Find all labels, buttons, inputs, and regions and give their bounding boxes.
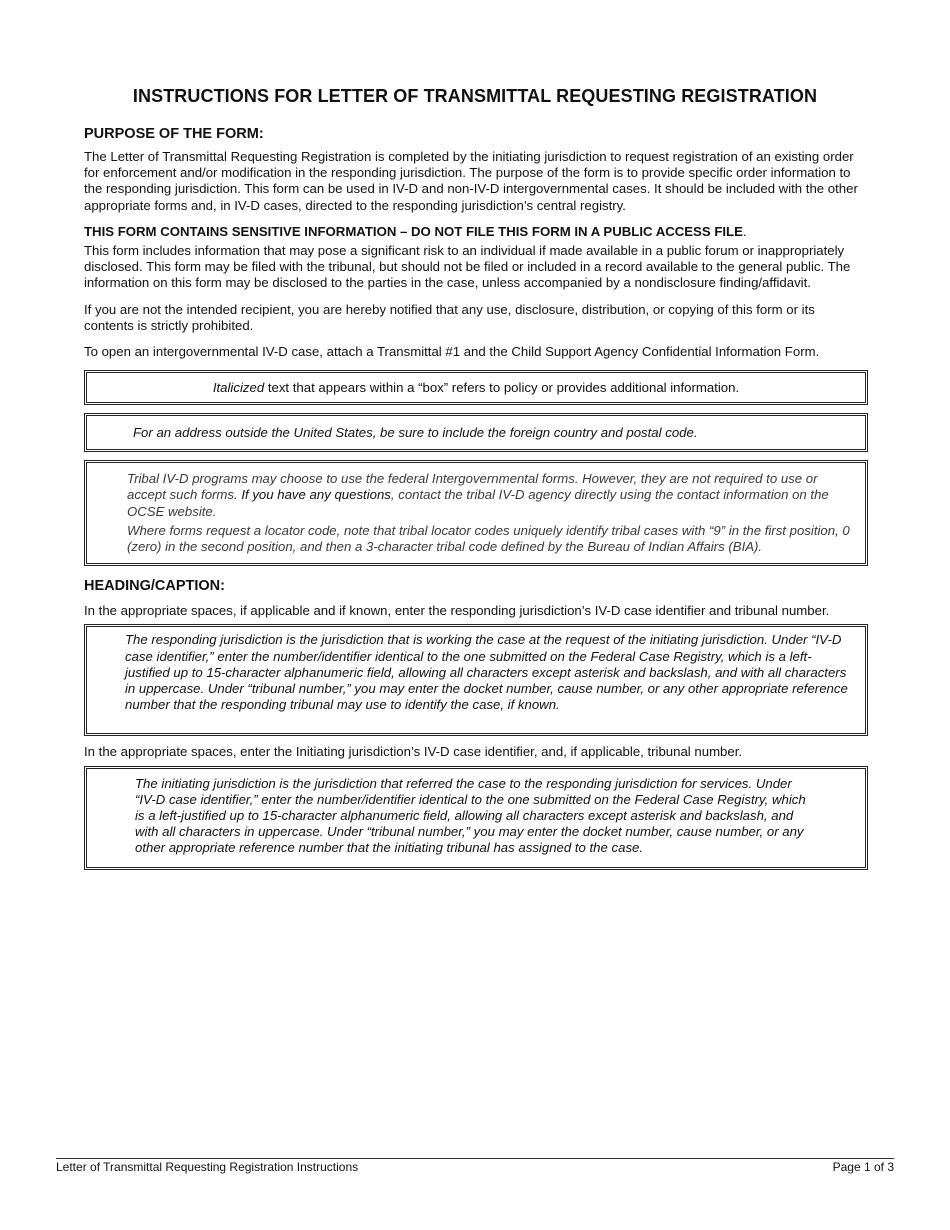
open-case-instruction: To open an intergovernmental IV-D case, attach a Transmittal #1 and the Child Support Agency Confidential Information Form. [84, 344, 820, 360]
heading-caption-heading: HEADING/CAPTION: [84, 578, 225, 595]
sensitive-warning-text: THIS FORM CONTAINS SENSITIVE INFORMATION – DO NOT FILE THIS FORM IN A PUBLIC ACCESS FILE [84, 223, 743, 239]
responding-instruction: In the appropriate spaces, if applicable and if known, enter the responding jurisdiction’s IV-D case identifier and tribunal number. [84, 603, 830, 619]
tribal-locator-text-c: and then a 3-character tribal code defined by the Bureau of Indian Affairs (BIA). [296, 539, 763, 555]
sensitive-warning [84, 224, 868, 240]
tribal-note-text-a: Tribal IV-D programs may choose to use the federal Intergovernmental forms. However, they are not required to use or accept such forms [127, 471, 818, 503]
tribal-note-text-b: . If you have any questions [234, 487, 391, 503]
italic-note-box [84, 370, 868, 405]
footer-page-number: Page 1 of 3 [832, 1160, 894, 1174]
initiating-jurisdiction-box [84, 766, 868, 870]
address-note-text: For an address outside the United States, be sure to include the foreign country and postal code. [133, 424, 698, 440]
sensitive-warning-period: . [742, 223, 747, 239]
initiating-box-text: The initiating jurisdiction is the jurisdiction that referred the case to the responding jurisdiction for services. Under “IV-D case identifier,” enter the number/identifier identical to the one submitted on the Federal Case Registry, which is a left-justified up to 15-character alphanumeric field, allowing all characters except asterisk and backslash, and with all characters in uppercase. Under “tribunal number,” you may enter the docket number, cause number, or any other appropriate reference number that the initiating tribunal has assigned to the case. [135, 775, 806, 856]
tribal-note-paragraph-2 [127, 523, 851, 555]
responding-box-text: The responding jurisdiction is the jurisdiction that is working the case at the request of the initiating jurisdiction. Under “IV-D case identifier,” enter the number/identifier identical to the one submitted on the Federal Case Registry, which is a left-justified up to 15-character alphanumeric field, allowing all characters except asterisk and backslash, and with all characters in uppercase. Under “tribunal number,” you may enter the docket number, cause number, or any other appropriate reference number that the responding tribunal may use to identify the case, if known. [125, 632, 848, 713]
sensitive-paragraph: This form includes information that may pose a significant risk to an individual if made available in a public forum or inappropriately disclosed. This form may be filed with the tribunal, but should not be filed or included in a record available to the general public. The information on this form may be disclosed to the parties in the case, unless accompanied by a nondisclosure finding/affidavit. [84, 243, 851, 291]
recipient-notice: If you are not the intended recipient, you are hereby notified that any use, disclosure, distribution, or copying of this form or its contents is strictly prohibited. [84, 301, 815, 333]
italic-note-text: text that appears within a “box” refers to policy or provides additional information. [264, 379, 740, 395]
purpose-paragraph: The Letter of Transmittal Requesting Registration is completed by the initiating jurisdiction to request registration of an existing order for enforcement and/or modification in the responding jurisdiction. The purpose of the form is to provide specific order information to the responding jurisdiction. This form can be used in IV-D and non-IV-D intergovernmental cases. It should be included with the other appropriate forms and, in IV-D cases, directed to the responding jurisdiction’s central registry. [84, 149, 858, 213]
initiating-instruction: In the appropriate spaces, enter the Initiating jurisdiction’s IV-D case identifier, and, if applicable, tribunal number. [84, 744, 743, 760]
tribal-note-box [84, 460, 868, 566]
tribal-note-paragraph-1 [127, 471, 851, 520]
responding-jurisdiction-box [84, 624, 868, 736]
page-footer [56, 1158, 894, 1174]
tribal-note-text-c: , contact the tribal IV-D agency directly using the contact information on the OCSE website. [127, 487, 829, 519]
purpose-heading: PURPOSE OF THE FORM: [84, 126, 264, 142]
footer-document-name: Letter of Transmittal Requesting Registration Instructions [56, 1160, 359, 1174]
page-title: INSTRUCTIONS FOR LETTER OF TRANSMITTAL REQUESTING REGISTRATION [132, 86, 818, 106]
tribal-locator-comma: , [292, 539, 297, 555]
address-note-box [84, 413, 868, 452]
document-body [84, 126, 868, 878]
italicized-word: Italicized [212, 379, 265, 395]
tribal-locator-text-a: Where forms request a locator code, note that tribal locator codes uniquely identify tribal cases with “9” in the first position, 0 (zero) in the second position [127, 522, 850, 555]
